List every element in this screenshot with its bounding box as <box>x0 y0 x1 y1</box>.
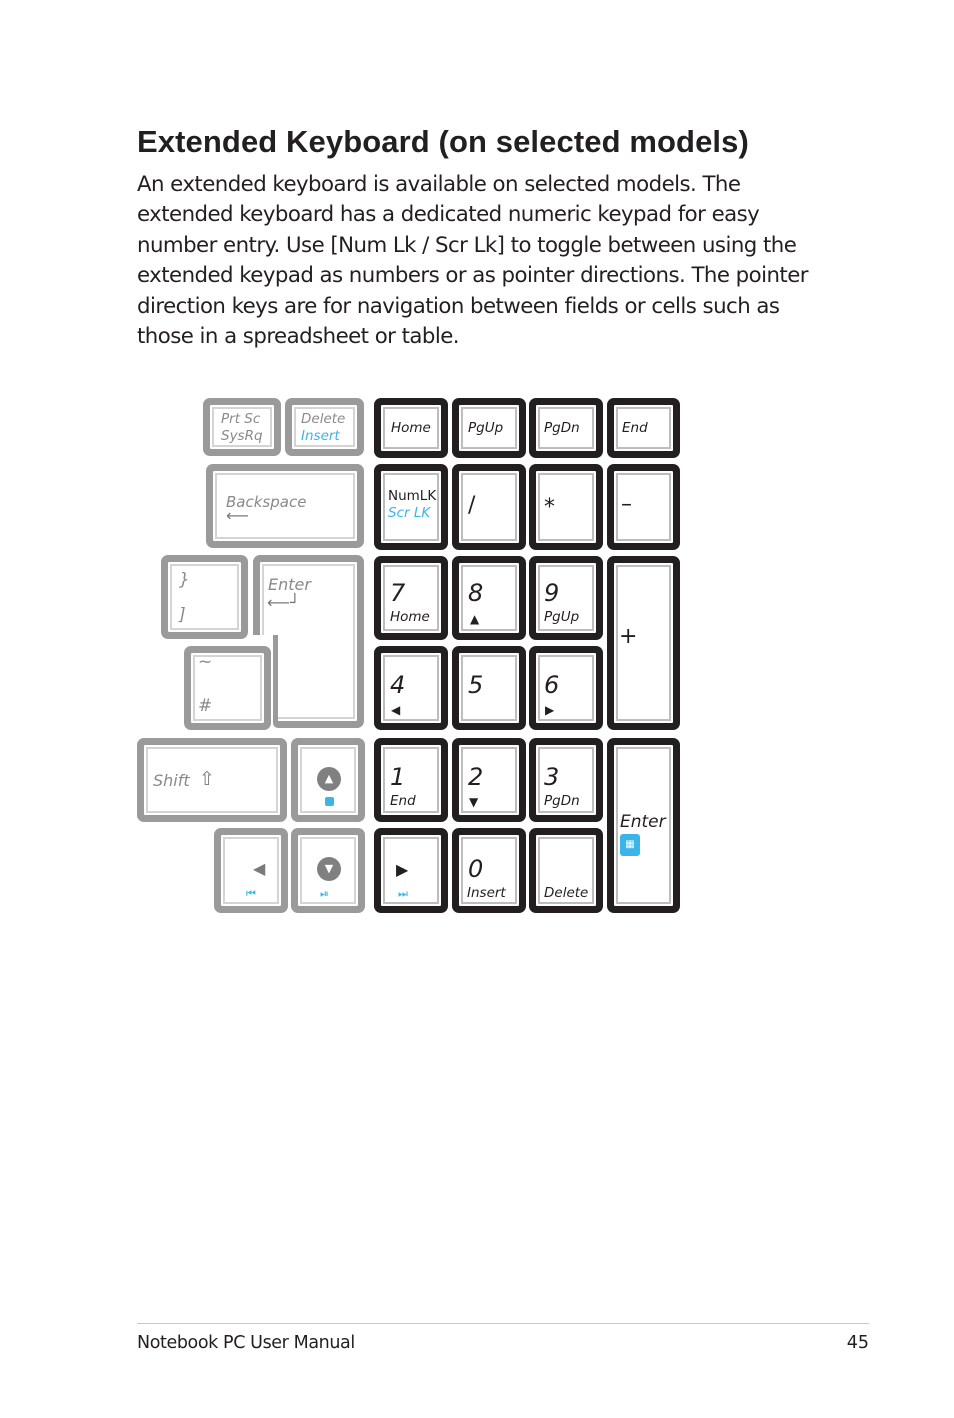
right-arrow-icon: ▶ <box>545 703 555 717</box>
down-arrow-icon: ▼ <box>317 857 341 881</box>
key-label: } <box>179 570 190 590</box>
previous-track-icon: ⏮ <box>246 887 254 900</box>
shift-arrow-icon: ⇧ <box>199 768 215 790</box>
key-label: Insert <box>467 885 506 901</box>
key-delete-insert <box>285 398 364 456</box>
key-label: PgDn <box>544 420 580 436</box>
key-label: 8 <box>468 579 484 607</box>
key-label: ~ <box>198 652 213 672</box>
key-1 <box>374 738 448 822</box>
key-label: Prt Sc <box>221 411 261 427</box>
key-end <box>607 398 680 458</box>
key-label: Delete <box>301 411 346 427</box>
key-label: 9 <box>544 579 560 607</box>
key-3 <box>529 738 603 822</box>
key-down-arrow <box>291 828 365 913</box>
key-label: 2 <box>468 763 484 791</box>
key-label: Home <box>391 420 431 436</box>
key-label: 1 <box>390 763 406 791</box>
key-label: Enter <box>268 575 311 594</box>
key-label: Enter <box>620 812 666 832</box>
down-arrow-icon: ▼ <box>469 795 479 809</box>
key-brace <box>161 555 248 639</box>
key-2 <box>452 738 526 822</box>
key-shift <box>137 738 287 822</box>
footer-manual-title: Notebook PC User Manual <box>137 1333 355 1353</box>
key-pgup <box>452 398 526 458</box>
key-label: End <box>622 420 648 436</box>
play-pause-icon: ⏯ <box>320 887 327 900</box>
next-track-icon: ⏭ <box>398 887 406 900</box>
body-paragraph: An extended keyboard is available on selected models. The extended keyboard has a dedicated numeric keypad for easy number entry. Use [Num Lk / Scr Lk] to toggle between using the extended keypad as numbers or as pointer directions. The pointer direction keys are for navigation between fields or cells such as those in a spreadsheet or table. <box>137 172 808 350</box>
page-title: Extended Keyboard (on selected models) <box>137 124 749 159</box>
key-label: 7 <box>390 579 406 607</box>
key-label: End <box>390 793 416 809</box>
up-arrow-icon: ▲ <box>317 767 341 791</box>
key-label: Shift <box>153 771 190 790</box>
key-label: PgUp <box>468 420 504 436</box>
key-label: # <box>198 696 213 716</box>
key-label: 3 <box>544 763 560 791</box>
key-9 <box>529 556 603 640</box>
keypad-toggle-icon: ▦ <box>620 834 640 856</box>
key-up-arrow <box>291 738 365 822</box>
key-label: + <box>619 624 638 649</box>
key-label: Home <box>390 609 430 625</box>
stop-icon <box>325 797 334 806</box>
key-numlk <box>374 464 448 550</box>
left-arrow-icon: ◀ <box>253 859 266 878</box>
key-label: * <box>544 495 555 520</box>
key-label: – <box>621 492 632 517</box>
key-6 <box>529 646 603 730</box>
key-0-right <box>374 828 448 913</box>
key-8 <box>452 556 526 640</box>
key-5 <box>452 646 526 730</box>
key-label: / <box>468 493 476 518</box>
key-0 <box>452 828 526 913</box>
key-pgdn <box>529 398 603 458</box>
key-label: 0 <box>468 855 484 883</box>
left-arrow-icon: ◀ <box>391 703 401 717</box>
key-left-arrow <box>214 828 288 913</box>
key-asterisk <box>529 464 603 550</box>
backspace-arrow-icon: ⟵ <box>226 506 249 525</box>
key-label: Backspace <box>226 493 307 511</box>
key-label: 5 <box>468 671 484 699</box>
enter-notch-edge <box>273 635 278 728</box>
key-label: PgUp <box>544 609 580 625</box>
up-arrow-icon: ▲ <box>470 612 480 626</box>
footer-page-number: 45 <box>846 1333 869 1353</box>
key-label: ] <box>179 605 186 625</box>
key-label: NumLK <box>388 488 437 504</box>
key-backspace <box>206 464 364 548</box>
key-tilde <box>184 646 271 730</box>
key-label: PgDn <box>544 793 580 809</box>
key-label: SysRq <box>221 428 263 444</box>
key-home <box>374 398 448 458</box>
key-plus <box>607 556 680 730</box>
key-label: 4 <box>390 671 406 699</box>
key-decimal <box>529 828 603 913</box>
key-label: Scr LK <box>388 505 431 521</box>
key-prtsc <box>203 398 281 456</box>
enter-arrow-icon: ⟵┘ <box>267 593 300 612</box>
right-arrow-icon: ▶ <box>396 860 409 879</box>
key-label: Insert <box>301 428 340 444</box>
key-label: 6 <box>544 671 560 699</box>
key-4 <box>374 646 448 730</box>
key-7 <box>374 556 448 640</box>
footer-divider <box>137 1323 869 1324</box>
key-slash <box>452 464 526 550</box>
key-label: Delete <box>544 885 589 901</box>
key-enter-pad <box>607 738 680 913</box>
key-minus <box>607 464 680 550</box>
